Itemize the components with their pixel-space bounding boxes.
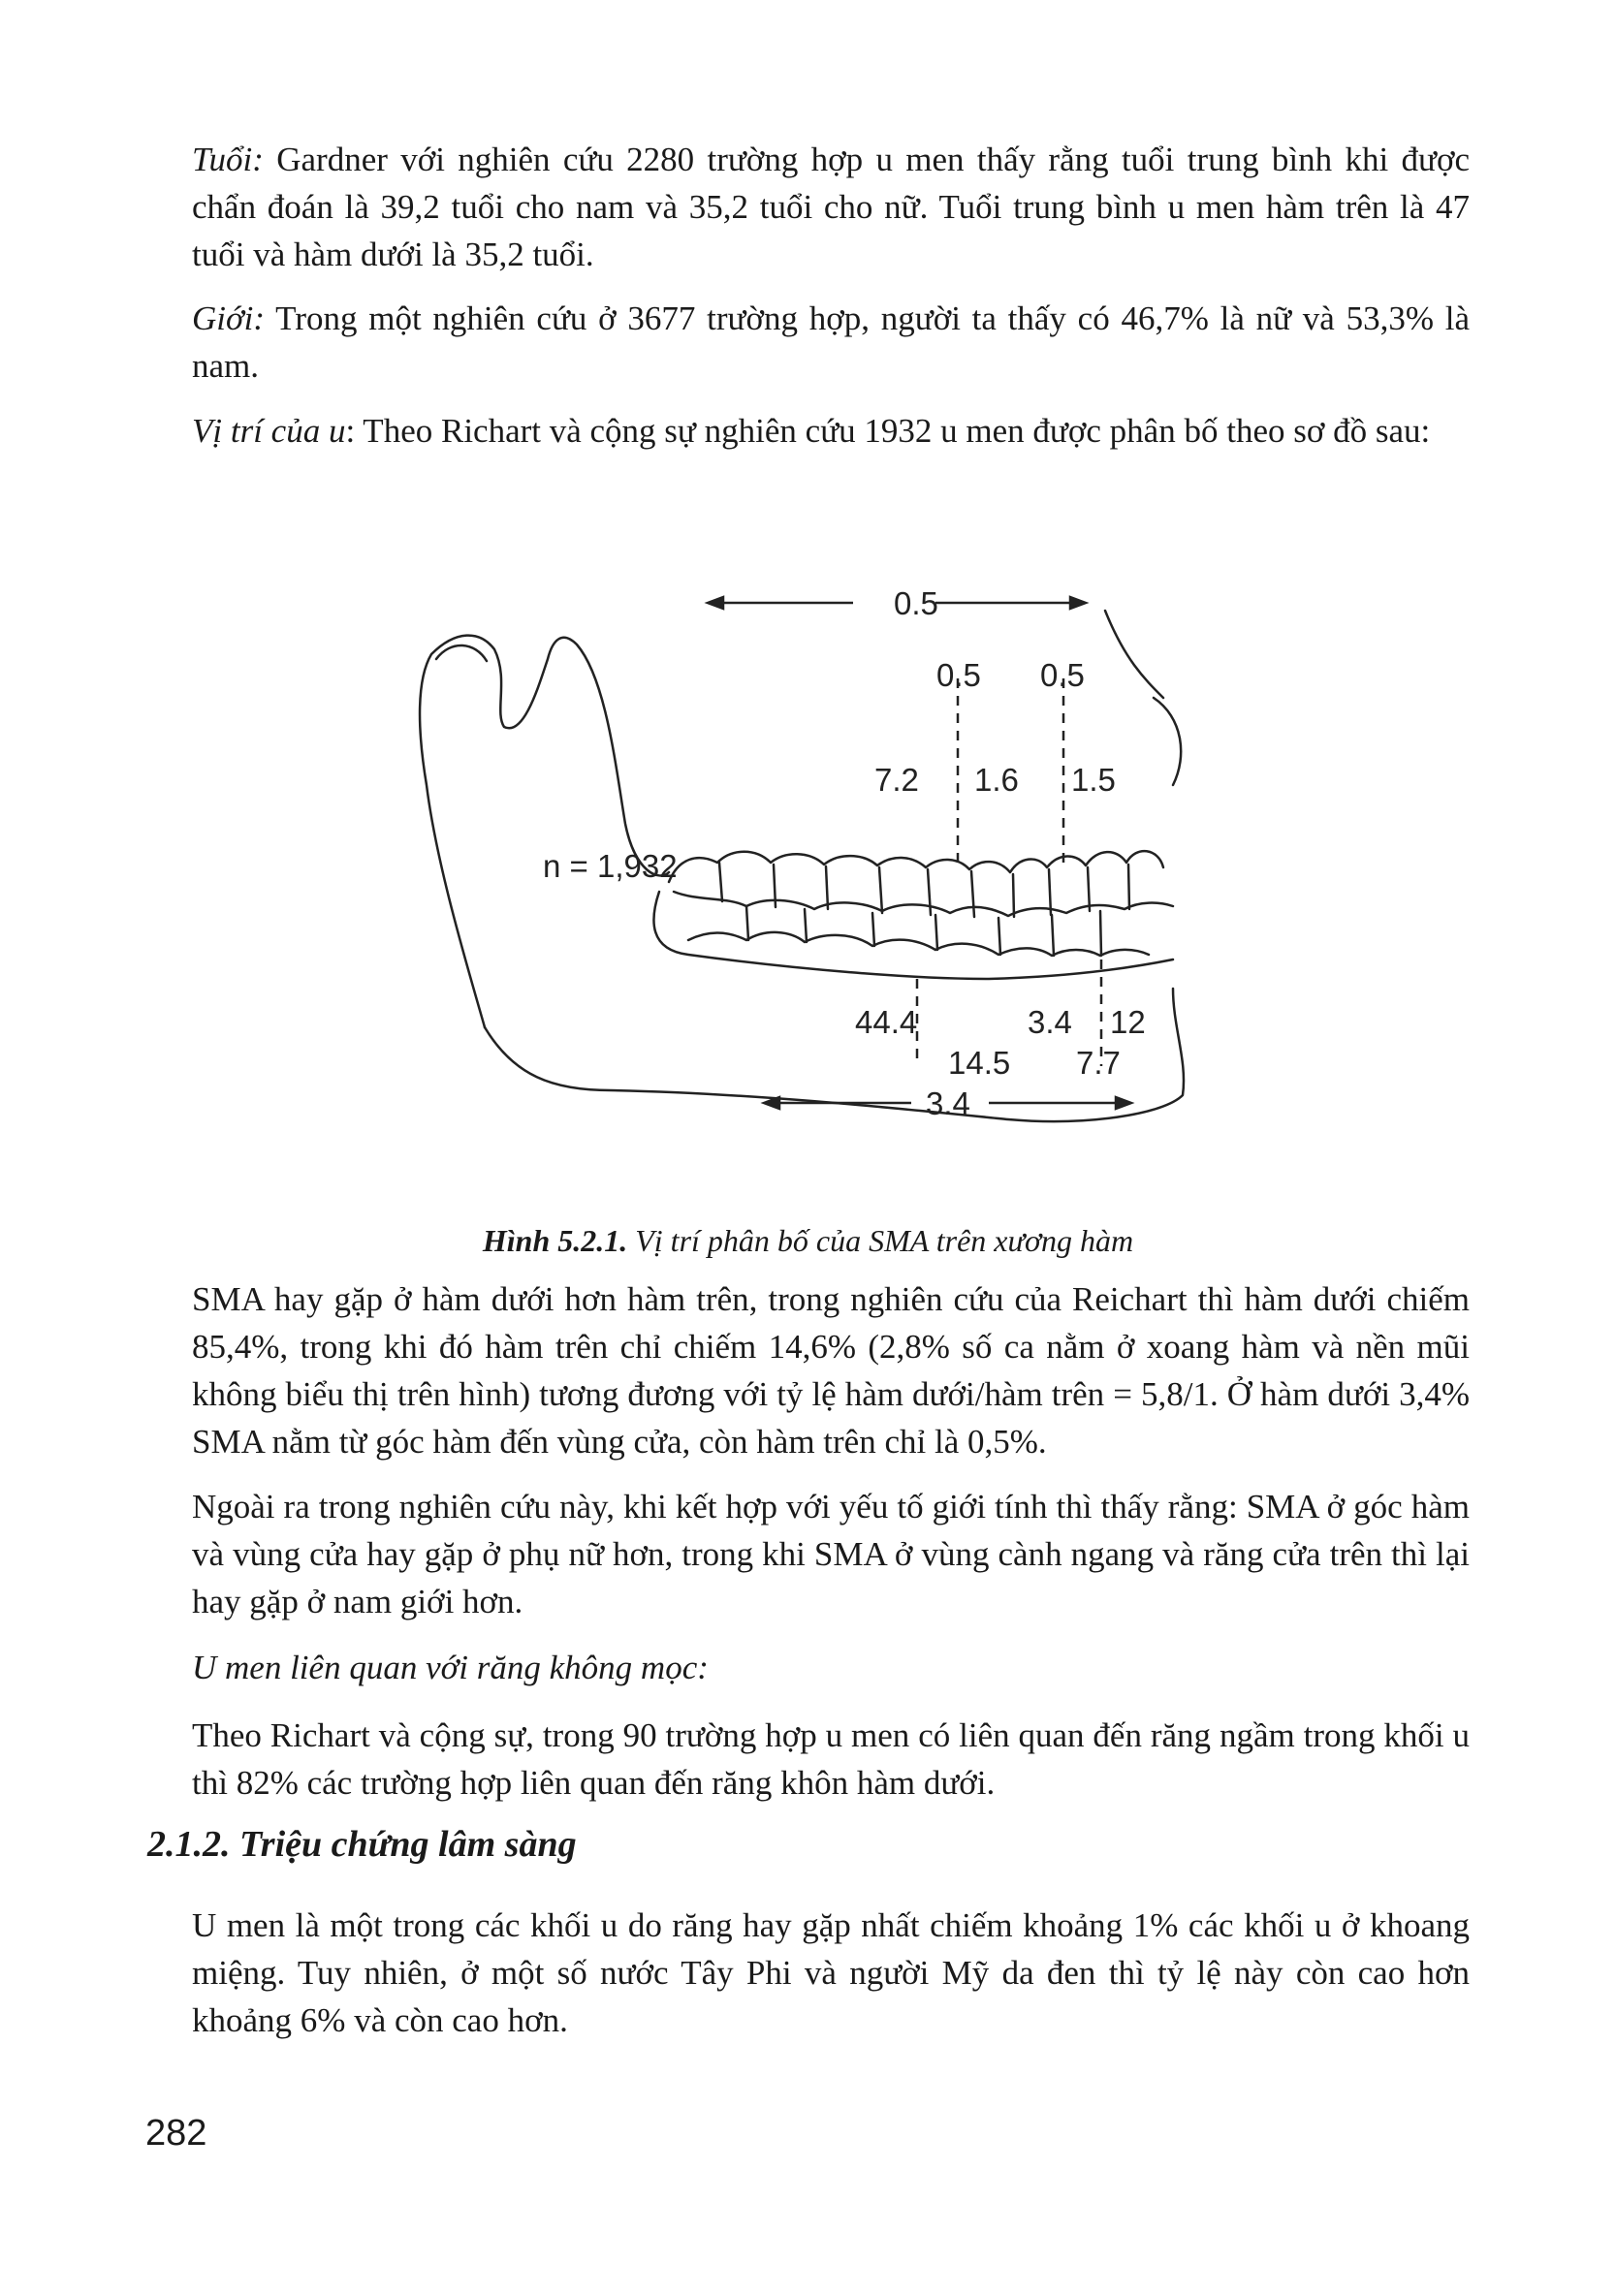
label-lower-middle: 3.4 (1028, 1004, 1072, 1040)
label-n: n = 1,932 (543, 848, 678, 884)
mandible-diagram (407, 572, 1202, 1153)
label-upper-left-top: 0.5 (936, 657, 981, 693)
label-upper-middle: 1.6 (974, 762, 1019, 798)
paragraph-gender-text: Trong một nghiên cứu ở 3677 trường hợp, người ta thấy có 46,7% là nữ và 53,3% là nam. (192, 299, 1470, 385)
section-heading: 2.1.2. Triệu chứng lâm sàng (147, 1824, 577, 1865)
paragraph-unerupted-text: Theo Richart và cộng sự, trong 90 trường hợp u men có liên quan đến răng ngầm trong khối u thì 82% các trường hợp liên quan đến răng khôn hàm dưới. (192, 1716, 1470, 1802)
label-lower-span: 3.4 (926, 1085, 970, 1121)
label-lower-posterior: 44.4 (855, 1004, 918, 1040)
figure-caption (0, 1219, 1616, 1262)
label-lower-anterior: 12 (1110, 1004, 1146, 1040)
paragraph-location-lead: Vị trí của u (192, 412, 346, 450)
paragraph-age-text: Gardner với nghiên cứu 2280 trường hợp u men thấy rằng tuổi trung bình khi được chẩn đoán là 39,2 tuổi cho nam và 35,2 tuổi cho nữ. Tuổi trung bình u men hàm trên là 47 tuổi và hàm dưới là 35,2 tuổi. (192, 141, 1470, 273)
paragraph-sma-distribution: SMA hay gặp ở hàm dưới hơn hàm trên, trong nghiên cứu của Reichart thì hàm dưới chiếm 85,4%, trong khi đó hàm trên chỉ chiếm 14,6% (2,8% số ca nằm ở xoang hàm và nền mũi không biểu thị trên hình) tương đương với tỷ lệ hàm dưới/hàm trên = 5,8/1. Ở hàm dưới 3,4% SMA nằm từ góc hàm đến vùng cửa, còn hàm trên chỉ là 0,5%. (192, 1280, 1470, 1461)
paragraph-location-text: : Theo Richart và cộng sự nghiên cứu 1932 u men được phân bố theo sơ đồ sau: (345, 412, 1431, 450)
label-upper-span: 0.5 (894, 585, 938, 621)
label-upper-right-top: 0.5 (1040, 657, 1085, 693)
paragraph-clinical: U men là một trong các khối u do răng hay gặp nhất chiếm khoảng 1% các khối u ở khoang miệng. Tuy nhiên, ở một số nước Tây Phi và người Mỹ da đen thì tỷ lệ này còn cao hơn khoảng 6% và còn cao hơn. (192, 1906, 1470, 2039)
paragraph-gender-lead: Giới: (192, 299, 266, 337)
mandible-figure (407, 572, 1202, 1153)
paragraph-age (192, 136, 1470, 278)
label-lower-right-bottom: 7.7 (1076, 1045, 1121, 1081)
page-number: 282 (145, 2113, 207, 2154)
label-upper-posterior: 7.2 (874, 762, 919, 798)
label-upper-anterior: 1.5 (1071, 762, 1116, 798)
paragraph-age-lead: Tuổi: (192, 141, 264, 178)
label-lower-left-bottom: 14.5 (948, 1045, 1011, 1081)
paragraph-sma-gender: Ngoài ra trong nghiên cứu này, khi kết hợp với yếu tố giới tính thì thấy rằng: SMA ở góc hàm và vùng cửa hay gặp ở phụ nữ hơn, trong khi SMA ở vùng cành ngang và răng cửa trên thì lại hay gặp ở nam giới hơn. (192, 1488, 1470, 1620)
figure-caption-text: Vị trí phân bố của SMA trên xương hàm (627, 1223, 1134, 1258)
paragraph-unerupted-heading: U men liên quan với răng không mọc: (192, 1649, 709, 1686)
paragraph-location (192, 407, 1470, 455)
paragraph-gender (192, 295, 1470, 390)
figure-caption-number: Hình 5.2.1. (482, 1223, 628, 1258)
ramus-outline (420, 636, 669, 1027)
